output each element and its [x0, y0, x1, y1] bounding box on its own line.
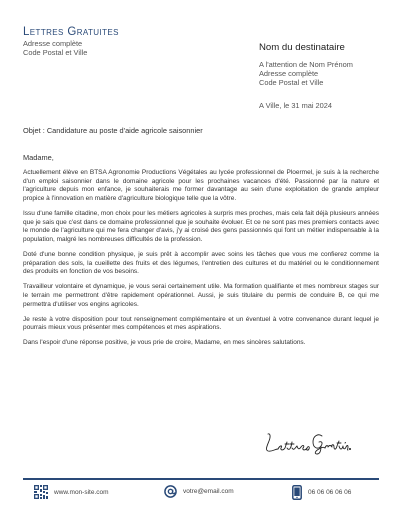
- phone-text[interactable]: 06 06 06 06 06: [308, 489, 352, 496]
- letter-date: A Ville, le 31 mai 2024: [259, 101, 332, 110]
- body-paragraph: Travailleur volontaire et dynamique, je vous serai certainement utile. Ma formation qualifiante et mes nombreux stages sur le terrain me permettront d'être rapidement opérationnel. Aussi, je suis titulaire du permis de conduire B, ce qui me permettra d'utiliser vos engins agricoles.: [23, 283, 379, 308]
- recipient-postal: Code Postal et Ville: [259, 78, 324, 87]
- at-sign-icon: [164, 485, 177, 498]
- qr-code-icon: [34, 485, 48, 499]
- website-text[interactable]: www.mon-site.com: [54, 488, 109, 496]
- footer-phone: [292, 485, 351, 500]
- body-paragraph: Dans l'espoir d'une réponse positive, je vous prie de croire, Madame, en mes sincères salutations.: [23, 339, 306, 347]
- letter-greeting: Madame,: [23, 153, 54, 162]
- footer-website: [34, 485, 109, 499]
- letter-subject: Objet : Candidature au poste d'aide agricole saisonnier: [23, 126, 203, 135]
- mobile-phone-icon: [292, 485, 302, 500]
- sender-postal: Code Postal et Ville: [23, 48, 88, 57]
- footer-divider: [23, 478, 379, 480]
- footer-email: [164, 485, 234, 498]
- sender-block: [23, 26, 119, 57]
- sender-address: Adresse complète: [23, 39, 83, 48]
- recipient-block: [259, 42, 394, 87]
- body-paragraph: Issu d'une famille citadine, mon choix pour les métiers agricoles à surpris mes proches, mais cela fait déjà plusieurs années que je sais que c'est dans ce domaine professionnel que je souhaite évoluer. Et ce ne sont pas mes premiers contacts avec le monde de l'agriculture qui me fera changer d'avis, j'y ai croisé des gens passionnés qui font un métier indispensable à la population, malgré les nombreuses difficultés de la profession.: [23, 209, 379, 243]
- letter-body: [23, 169, 379, 355]
- body-paragraph: Actuellement élève en BTSA Agronomie Productions Végétales au lycée professionnel de Ploermel, je suis à la recherche d'un emploi saisonnier dans le domaine agricole pour les prochaines vacances d'été. Passionné par la nature et l'agriculture depuis mon enfance, je souhaiterais me former davantage au sein d'une exploitation de grande ampleur propice à l'innovation en matière d'agriculture biologique telle que la vôtre.: [23, 169, 379, 202]
- sender-name: Lettres Gratuites: [23, 26, 119, 38]
- handwritten-signature: [262, 430, 352, 456]
- footer: [0, 482, 400, 504]
- recipient-name: Nom du destinataire: [259, 42, 345, 53]
- email-text[interactable]: votre@email.com: [183, 488, 234, 495]
- recipient-address: Adresse complète: [259, 69, 319, 78]
- body-paragraph: Je reste à votre disposition pour tout renseignement complémentaire et un éventuel à votre convenance durant lequel je pourrais mieux vous présenter mes compétences et mes aspirations.: [23, 315, 379, 332]
- recipient-attention: A l'attention de Nom Prénom: [259, 60, 353, 69]
- body-paragraph: Doté d'une bonne condition physique, je suis prêt à accomplir avec soins les tâches que vous me confierez comme la préparation des sols, la cueillette des fruits et des légumes, l'entretien des cultures et du matériel ou le conditionnement des produits en fonction de vos besoins.: [23, 250, 379, 276]
